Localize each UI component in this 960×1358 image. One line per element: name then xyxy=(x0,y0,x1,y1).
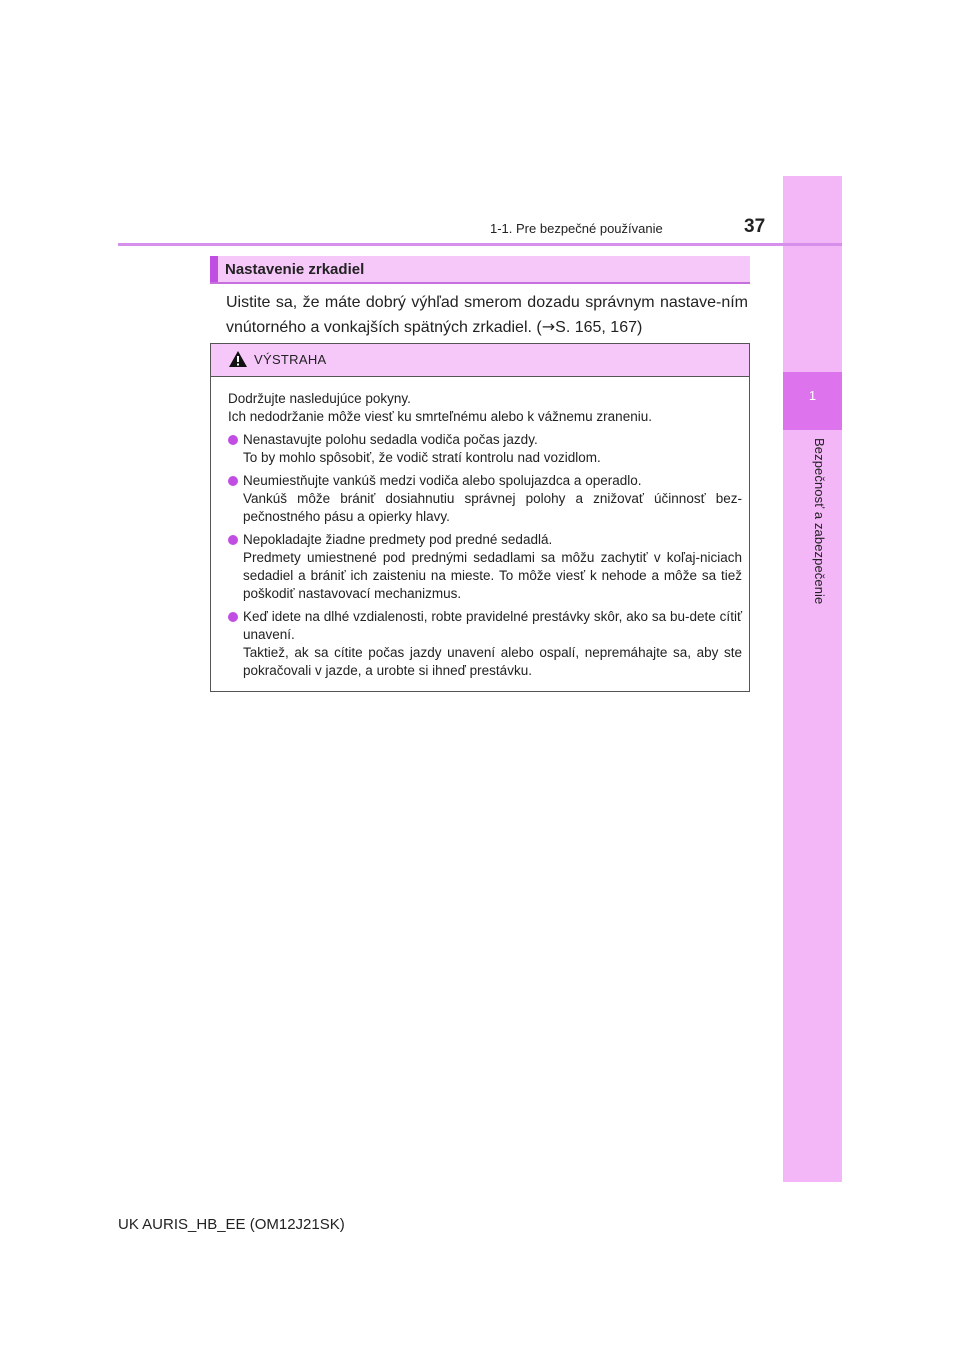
intro-paragraph xyxy=(226,291,748,340)
bullet-icon xyxy=(228,435,238,445)
warning-item-detail: Vankúš môže brániť dosiahnutiu správnej polohy a znižovať účinnosť bez-pečnostného pásu a opierky hlavy. xyxy=(243,491,742,524)
page-reference[interactable]: S. 165, 167) xyxy=(555,319,643,336)
bullet-icon xyxy=(228,612,238,622)
warning-box xyxy=(210,343,750,692)
section-header: 1-1. Pre bezpečné používanie xyxy=(490,221,663,236)
intro-text: Uistite sa, že máte dobrý výhľad smerom dozadu správnym nastave-ním vnútorného a vonkajších spätných zrkadiel. ( xyxy=(226,294,748,336)
section-heading xyxy=(210,256,750,284)
warning-item xyxy=(228,531,742,603)
warning-body xyxy=(211,377,749,680)
heading-accent-bar xyxy=(210,256,218,282)
warning-item-detail: Taktiež, ak sa cítite počas jazdy unavení alebo ospalí, nepremáhajte sa, aby ste pokračovali v jazde, a urobte si ihneď prestávku. xyxy=(243,645,742,678)
chapter-number: 1 xyxy=(808,388,817,403)
warning-item-main: Neumiestňujte vankúš medzi vodiča alebo spolujazdca a operadlo. xyxy=(243,473,642,488)
warning-triangle-icon xyxy=(228,350,248,373)
header-divider xyxy=(118,243,842,246)
warning-intro-1: Dodržujte nasledujúce pokyny. xyxy=(228,391,411,406)
bullet-icon xyxy=(228,476,238,486)
warning-item-main: Keď idete na dlhé vzdialenosti, robte pravidelné prestávky skôr, ako sa bu-dete cítiť unavení. xyxy=(243,609,742,642)
warning-item-main: Nenastavujte polohu sedadla vodiča počas jazdy. xyxy=(243,432,538,447)
chapter-title: Bezpečnosť a zabezpečenie xyxy=(812,438,827,605)
warning-item-detail: Predmety umiestnené pod prednými sedadlami sa môžu zachytiť v koľaj-niciach sedadiel a brániť ich zaisteniu na mieste. To môže viesť k nehode a môže sa tiež poškodiť nastavovací mechanizmus. xyxy=(243,550,742,601)
warning-item-main: Nepokladajte žiadne predmety pod predné sedadlá. xyxy=(243,532,553,547)
document-footer: UK AURIS_HB_EE (OM12J21SK) xyxy=(118,1216,345,1233)
warning-item xyxy=(228,431,742,467)
warning-item xyxy=(228,472,742,526)
warning-intro-2: Ich nedodržanie môže viesť ku smrteľnému alebo k vážnemu zraneniu. xyxy=(228,409,652,424)
arrow-icon: → xyxy=(541,317,556,336)
section-title: Nastavenie zrkadiel xyxy=(225,261,365,278)
warning-item-detail: To by mohlo spôsobiť, že vodič stratí kontrolu nad vozidlom. xyxy=(243,450,601,465)
warning-header xyxy=(211,344,749,377)
page-number: 37 xyxy=(744,216,766,237)
bullet-icon xyxy=(228,535,238,545)
warning-title: VÝSTRAHA xyxy=(254,352,327,367)
chapter-side-tab xyxy=(783,176,842,1182)
warning-item xyxy=(228,608,742,680)
